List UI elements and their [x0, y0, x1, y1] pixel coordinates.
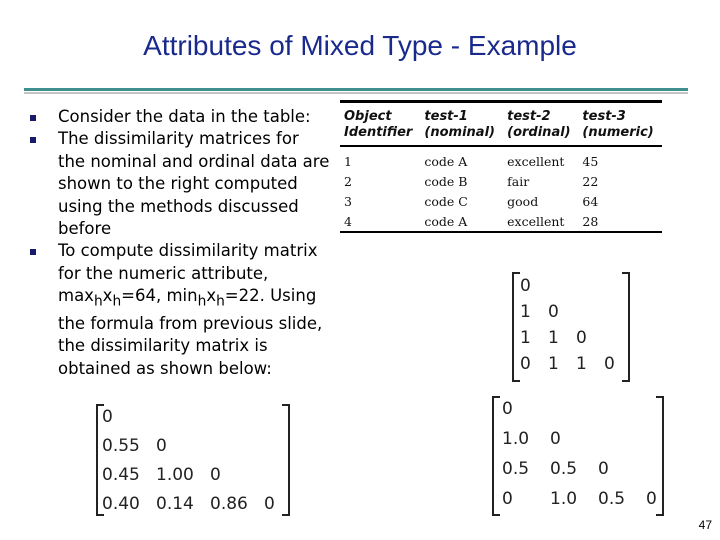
bullet-item	[30, 106, 330, 128]
bullet-text-part: x	[102, 286, 113, 306]
left-bracket	[492, 396, 500, 516]
slide-title: Attributes of Mixed Type - Example	[143, 30, 577, 61]
matrix-cell: 0	[502, 489, 513, 509]
subscript: h	[112, 293, 122, 310]
table-cell: 1	[344, 153, 352, 169]
matrix-cell: 0	[550, 429, 561, 449]
table-cell: fair	[507, 173, 530, 189]
ordinal-dissimilarity-matrix	[492, 396, 664, 516]
bullet-square-icon	[30, 249, 36, 255]
bullet-item	[30, 128, 330, 240]
subscript: h	[93, 293, 103, 310]
matrix-cell: 1	[548, 328, 559, 348]
matrix-cell: 0	[520, 276, 531, 296]
header-object-identifier: Object Identifier	[344, 109, 413, 140]
table-cell: excellent	[507, 153, 565, 169]
matrix-cell: 1	[548, 354, 559, 374]
bullet-text-part: x	[206, 286, 217, 306]
table-cell: 45	[582, 153, 599, 169]
table-row	[340, 146, 662, 171]
table-cell: good	[507, 193, 539, 209]
matrix-cell: 0.5	[550, 459, 578, 479]
matrix-cell: 0	[646, 489, 657, 509]
table-cell: excellent	[507, 213, 565, 229]
bullet-list	[30, 106, 330, 380]
bullet-square-icon	[30, 115, 36, 121]
matrix-cell: 0.45	[102, 465, 140, 485]
bullet-text: The dissimilarity matrices for the nominal and ordinal data are shown to the right computed using the methods discussed before	[58, 129, 330, 239]
right-bracket	[656, 396, 664, 516]
matrix-cell: 0.5	[598, 489, 626, 509]
bullet-text-end: =22. Using the formula from previous slide, the dissimilarity matrix is obtained as shown below:	[58, 286, 323, 378]
header-test-3: test-3 (numeric)	[582, 109, 654, 140]
matrix-cell: 0.5	[502, 459, 530, 479]
matrix-cell: 0.40	[102, 494, 140, 514]
table-cell: 4	[344, 213, 352, 229]
bullet-square-icon	[30, 137, 36, 143]
table-row	[340, 211, 662, 232]
matrix-cell: 1	[520, 302, 531, 322]
subscript: h	[197, 293, 207, 310]
numeric-dissimilarity-matrix	[96, 404, 290, 516]
matrix-cell: 0	[548, 302, 559, 322]
table-cell: code B	[424, 173, 468, 189]
matrix-cell: 0	[520, 354, 531, 374]
table-cell: code A	[424, 213, 468, 229]
matrix-cell: 0.14	[156, 494, 194, 514]
slide-number: 47	[698, 518, 712, 532]
table-cell: 22	[582, 173, 599, 189]
table-cell: 3	[344, 193, 352, 209]
matrix-cell: 1.0	[502, 429, 530, 449]
matrix-cell: 0	[210, 465, 221, 485]
matrix-cell: 0	[604, 354, 615, 374]
matrix-cell: 0	[102, 407, 113, 427]
table-row	[340, 171, 662, 191]
matrix-cell: 1	[576, 354, 587, 374]
table-cell: code A	[424, 153, 468, 169]
header-test-2: test-2 (ordinal)	[507, 109, 571, 140]
bullet-item	[30, 240, 330, 380]
bullet-text-part: =64, min	[121, 286, 198, 306]
matrix-cell: 0	[156, 436, 167, 456]
matrix-cell: 1.00	[156, 465, 194, 485]
table-cell: 64	[582, 193, 599, 209]
matrix-cell: 0.86	[210, 494, 248, 514]
matrix-cell: 0.55	[102, 436, 140, 456]
matrix-cell: 0	[264, 494, 275, 514]
table-row	[340, 191, 662, 211]
title-divider-shadow	[24, 92, 688, 94]
nominal-dissimilarity-matrix	[512, 272, 630, 382]
matrix-cell: 1.0	[550, 489, 578, 509]
table-cell: 2	[344, 173, 352, 189]
data-table	[340, 100, 662, 233]
title-divider	[24, 88, 688, 91]
table-header-row	[340, 102, 662, 147]
subscript: h	[216, 293, 225, 310]
left-bracket	[512, 272, 520, 382]
right-bracket	[622, 272, 630, 382]
right-bracket	[282, 404, 290, 516]
bullet-text: Consider the data in the table:	[58, 107, 311, 126]
matrix-cell: 0	[502, 399, 513, 419]
table-cell: 28	[582, 213, 599, 229]
matrix-cell: 0	[576, 328, 587, 348]
header-test-1: test-1 (nominal)	[424, 109, 495, 140]
bullet-text-start: To compute dissimilarity matrix for the numeric attribute, max	[58, 241, 318, 306]
matrix-cell: 1	[520, 328, 531, 348]
matrix-cell: 0	[598, 459, 609, 479]
table-cell: code C	[424, 193, 468, 209]
